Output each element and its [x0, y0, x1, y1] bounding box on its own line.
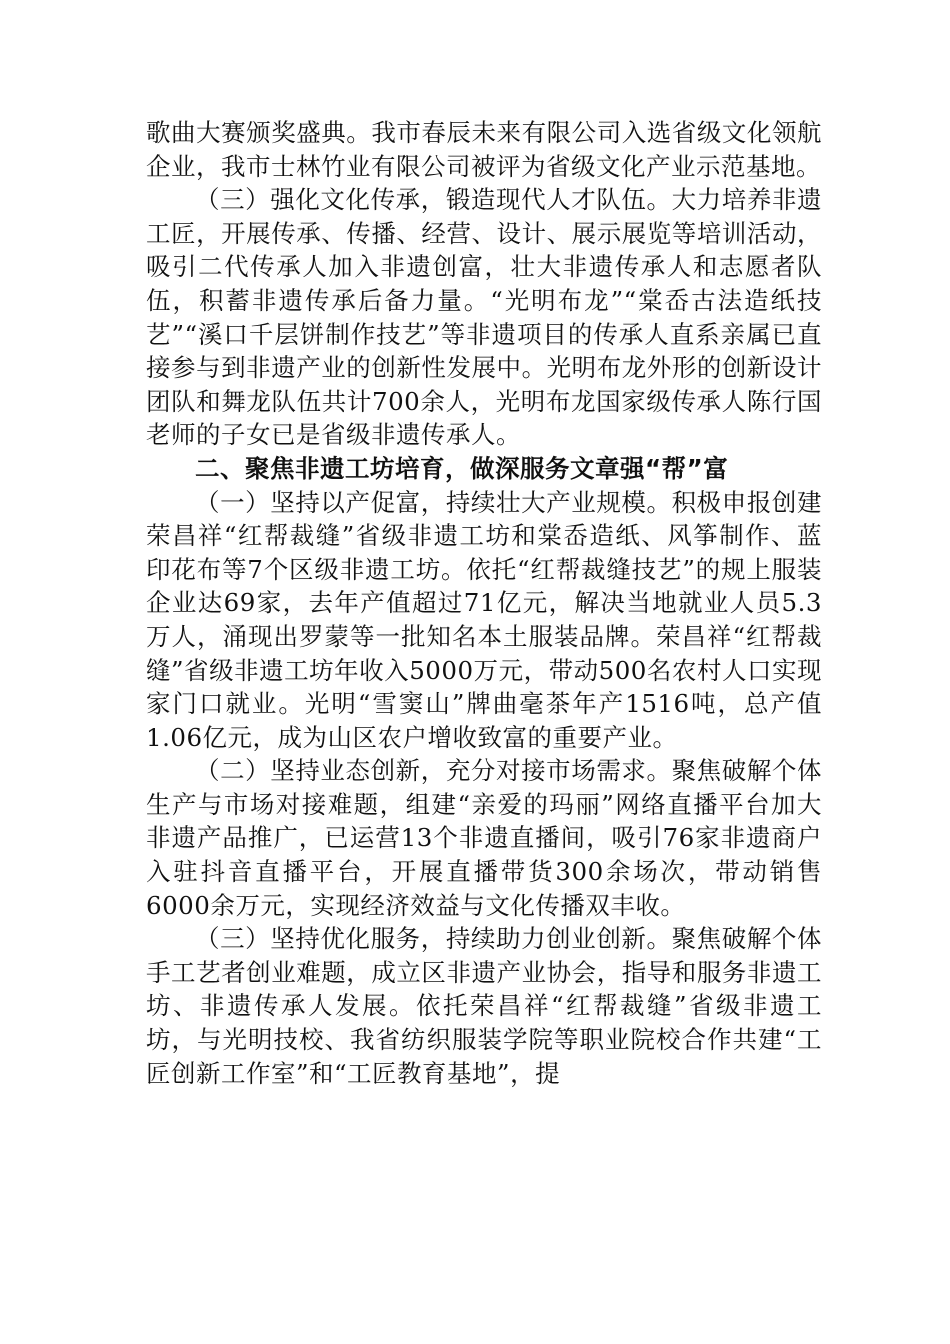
paragraph-continuation: 歌曲大赛颁奖盛典。我市春辰未来有限公司入选省级文化领航企业，我市士林竹业有限公司被评为省级文化产业示范基地。 — [146, 118, 822, 181]
paragraph-business-innovation: （二）坚持业态创新，充分对接市场需求。聚焦破解个体生产与市场对接难题，组建“亲爱的玛丽”网络直播平台加大非遗产品推广，已运营13个非遗直播间，吸引76家非遗商户入驻抖音直播平台，开展直播带货300余场次，带动销售6000余万元，实现经济效益与文化传播双丰收。 — [146, 756, 822, 920]
section-heading-2: 二、聚焦非遗工坊培育，做深服务文章强“帮”富 — [195, 453, 729, 483]
paragraph-service-optimization: （三）坚持优化服务，持续助力创业创新。聚焦破解个体手工艺者创业难题，成立区非遗产业协会，指导和服务非遗工坊、非遗传承人发展。依托荣昌祥“红帮裁缝”省级非遗工坊，与光明技校、我省纺织服装学院等职业院校合作共建“工匠创新工作室”和“工匠教育基地”，提 — [146, 924, 822, 1088]
paragraph-industry-scale: （一）坚持以产促富，持续壮大产业规模。积极申报创建荣昌祥“红帮裁缝”省级非遗工坊和棠岙造纸、风筝制作、蓝印花布等7个区级非遗工坊。依托“红帮裁缝技艺”的规上服装企业达69家，去年产值超过71亿元，解决当地就业人员5.3万人，涌现出罗蒙等一批知名本土服装品牌。荣昌祥“红帮裁缝”省级非遗工坊年收入5000万元，带动500名农村人口实现家门口就业。光明“雪窦山”牌曲毫茶年产1516吨，总产值1.06亿元，成为山区农户增收致富的重要产业。 — [146, 487, 822, 752]
paragraph-talent-team: （三）强化文化传承，锻造现代人才队伍。大力培养非遗工匠，开展传承、传播、经营、设计、展示展览等培训活动，吸引二代传承人加入非遗创富，壮大非遗传承人和志愿者队伍，积蓄非遗传承后备力量。“光明布龙”“棠岙古法造纸技艺”“溪口千层饼制作技艺”等非遗项目的传承人直系亲属已直接参与到非遗产业的创新性发展中。光明布龙外形的创新设计团队和舞龙队伍共计700余人，光明布龙国家级传承人陈行国老师的子女已是省级非遗传承人。 — [146, 185, 822, 450]
document-page — [146, 116, 822, 1090]
